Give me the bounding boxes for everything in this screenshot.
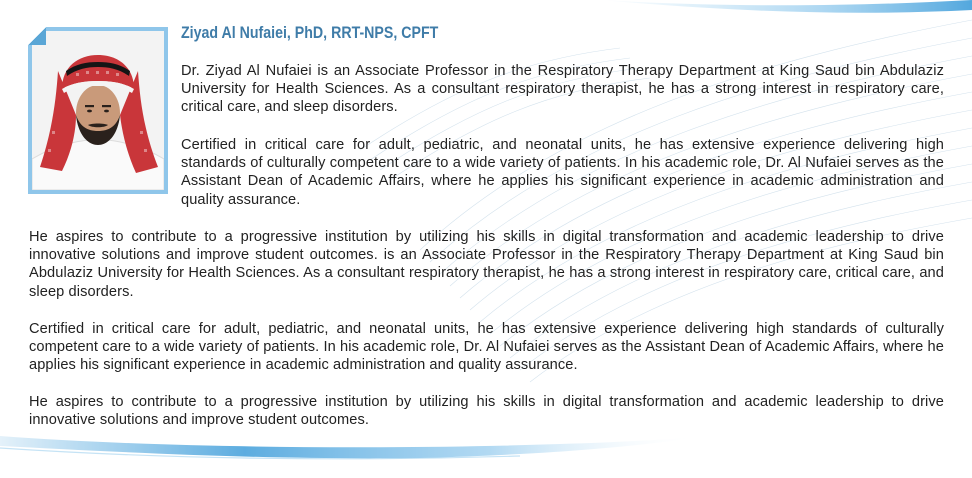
bio-paragraph-4: Certified in critical care for adult, pediatric, and neonatal units, he has extensive experience delivering high standards of culturally competent care to a wide variety of patients. In his academic role, Dr. Al Nufaiei serves as the Assistant Dean of Academic Affairs, where he applies his significant experience in academic administration and quality assurance. bbox=[29, 321, 944, 374]
bio-paragraph-3: He aspires to contribute to a progressive institution by utilizing his skills in digital transformation and academic leadership to drive innovative solutions and improve student outcomes. is an Associate Professor in the Respiratory Therapy Department at King Saud bin Abdulaziz University for Health Sciences. As a consultant respiratory therapist, he has a strong interest in respiratory care, critical care, and sleep disorders. bbox=[29, 229, 944, 300]
bio-paragraph-2: Certified in critical care for adult, pediatric, and neonatal units, he has extensive experience delivering high standards of culturally competent care to a wide variety of patients. In his academic role, Dr. Al Nufaiei serves as the Assistant Dean of Academic Affairs, where he applies his significant experience in academic administration and quality assurance. bbox=[181, 137, 944, 208]
portrait-photo bbox=[32, 31, 164, 190]
bio-paragraph-5: He aspires to contribute to a progressive institution by utilizing his skills in digital transformation and academic leadership to drive innovative solutions and improve student outcomes. bbox=[29, 394, 944, 429]
photo-corner-fold bbox=[28, 27, 46, 45]
bio-paragraph-1: Dr. Ziyad Al Nufaiei is an Associate Professor in the Respiratory Therapy Department at King Saud bin Abdulaziz University for Health Sciences. As a consultant respiratory therapist, he has a strong interest in respiratory care, critical care, and sleep disorders. bbox=[181, 63, 944, 116]
profile-name: Ziyad Al Nufaiei, PhD, RRT-NPS, CPFT bbox=[181, 24, 439, 42]
